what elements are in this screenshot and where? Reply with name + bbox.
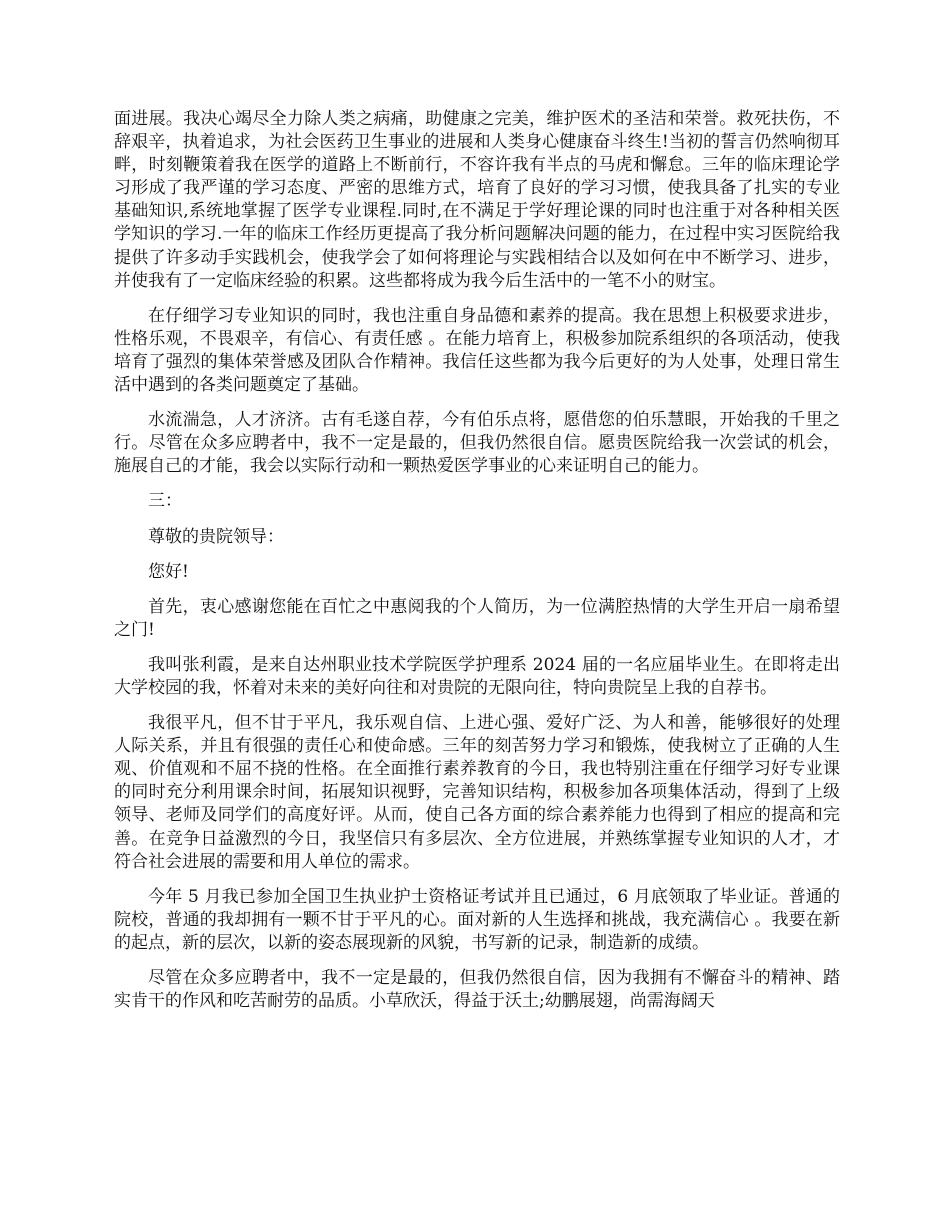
paragraph-thanks: 首先，衷心感谢您能在百忙之中惠阅我的个人简历，为一位满腔热情的大学生开启一扇希望之门! (114, 596, 840, 640)
paragraph-introduction: 我叫张利霞，是来自达州职业技术学院医学护理系 2024 届的一名应届毕业生。在即将走出大学校园的我，怀着对未来的美好向往和对贵院的无限向往，特向贵院呈上我的自荐书。 (114, 654, 840, 698)
paragraph-continuation: 面进展。我决心竭尽全力除人类之病痛，助健康之完美，维护医术的圣洁和荣誉。救死扶伤，不辞艰辛，执着追求，为社会医药卫生事业的进展和人类身心健康奋斗终生!当初的誓言仍然响彻耳畔，时刻鞭策着我在医学的道路上不断前行，不容许我有半点的马虎和懈怠。三年的临床理论学习形成了我严谨的学习态度、严密的思维方式，培育了良好的学习习惯，使我具备了扎实的专业基础知识,系统地掌握了医学专业课程.同时,在不满足于学好理论课的同时也注重于对各种相关医学知识的学习.一年的临床工作经历更提高了我分析问题解决问题的能力，在过程中实习医院给我提供了许多动手实践机会，使我学会了如何将理论与实践相结合以及如何在中不断学习、进步，并使我有了一定临床经验的积累。这些都将成为我今后生活中的一笔不小的财宝。 (114, 109, 840, 291)
salutation: 尊敬的贵院领导： (148, 526, 284, 547)
document-page (114, 108, 840, 1025)
paragraph-self-cultivation: 在仔细学习专业知识的同时，我也注重自身品德和素养的提高。我在思想上积极要求进步，性格乐观，不畏艰辛，有信心、有责任感 。在能力培育上，积极参加院系组织的各项活动，使我培育了强烈的集体荣誉感及团队合作精神。我信任这些都为我今后更好的为人处事，处理日常生活中遇到的各类问题奠定了基础。 (114, 305, 840, 396)
section-heading: 三： (148, 491, 182, 512)
paragraph-confidence: 尽管在众多应聘者中，我不一定是最的，但我仍然很自信，因为我拥有不懈奋斗的精神、踏实肯干的作风和吃苦耐劳的品质。小草欣沃，得益于沃土;幼鹏展翅，尚需海阔天 (114, 968, 840, 1012)
paragraph-closing-appeal: 水流湍急，人才济济。古有毛遂自荐，今有伯乐点将，愿借您的伯乐慧眼，开始我的千里之行。尽管在众多应聘者中，我不一定是最的，但我仍然很自信。愿贵医院给我一次尝试的机会，施展自己的才能，我会以实际行动和一颗热爱医学事业的心来证明自己的能力。 (114, 410, 840, 477)
greeting: 您好! (148, 561, 189, 582)
paragraph-qualification: 今年 5 月我已参加全国卫生执业护士资格证考试并且已通过，6 月底领取了毕业证。普通的院校，普通的我却拥有一颗不甘于平凡的心。面对新的人生选择和挑战，我充满信心 。我要在新的起点，新的层次，以新的姿态展现新的风貌，书写新的记录，制造新的成绩。 (114, 886, 840, 953)
paragraph-personality: 我很平凡，但不甘于平凡，我乐观自信、上进心强、爱好广泛、为人和善，能够很好的处理人际关系，并且有很强的责任心和使命感。三年的刻苦努力学习和锻炼，使我树立了正确的人生观、价值观和不屈不挠的性格。在全面推行素养教育的今日，我也特别注重在仔细学习好专业课的同时充分利用课余时间，拓展知识视野，完善知识结构，积极参加各项集体活动，得到了上级领导、老师及同学们的高度好评。从而，使自己各方面的综合素养能力也得到了相应的提高和完善。在竞争日益激烈的今日，我坚信只有多层次、全方位进展，并熟练掌握专业知识的人才，才符合社会进展的需要和用人单位的需求。 (114, 713, 840, 872)
